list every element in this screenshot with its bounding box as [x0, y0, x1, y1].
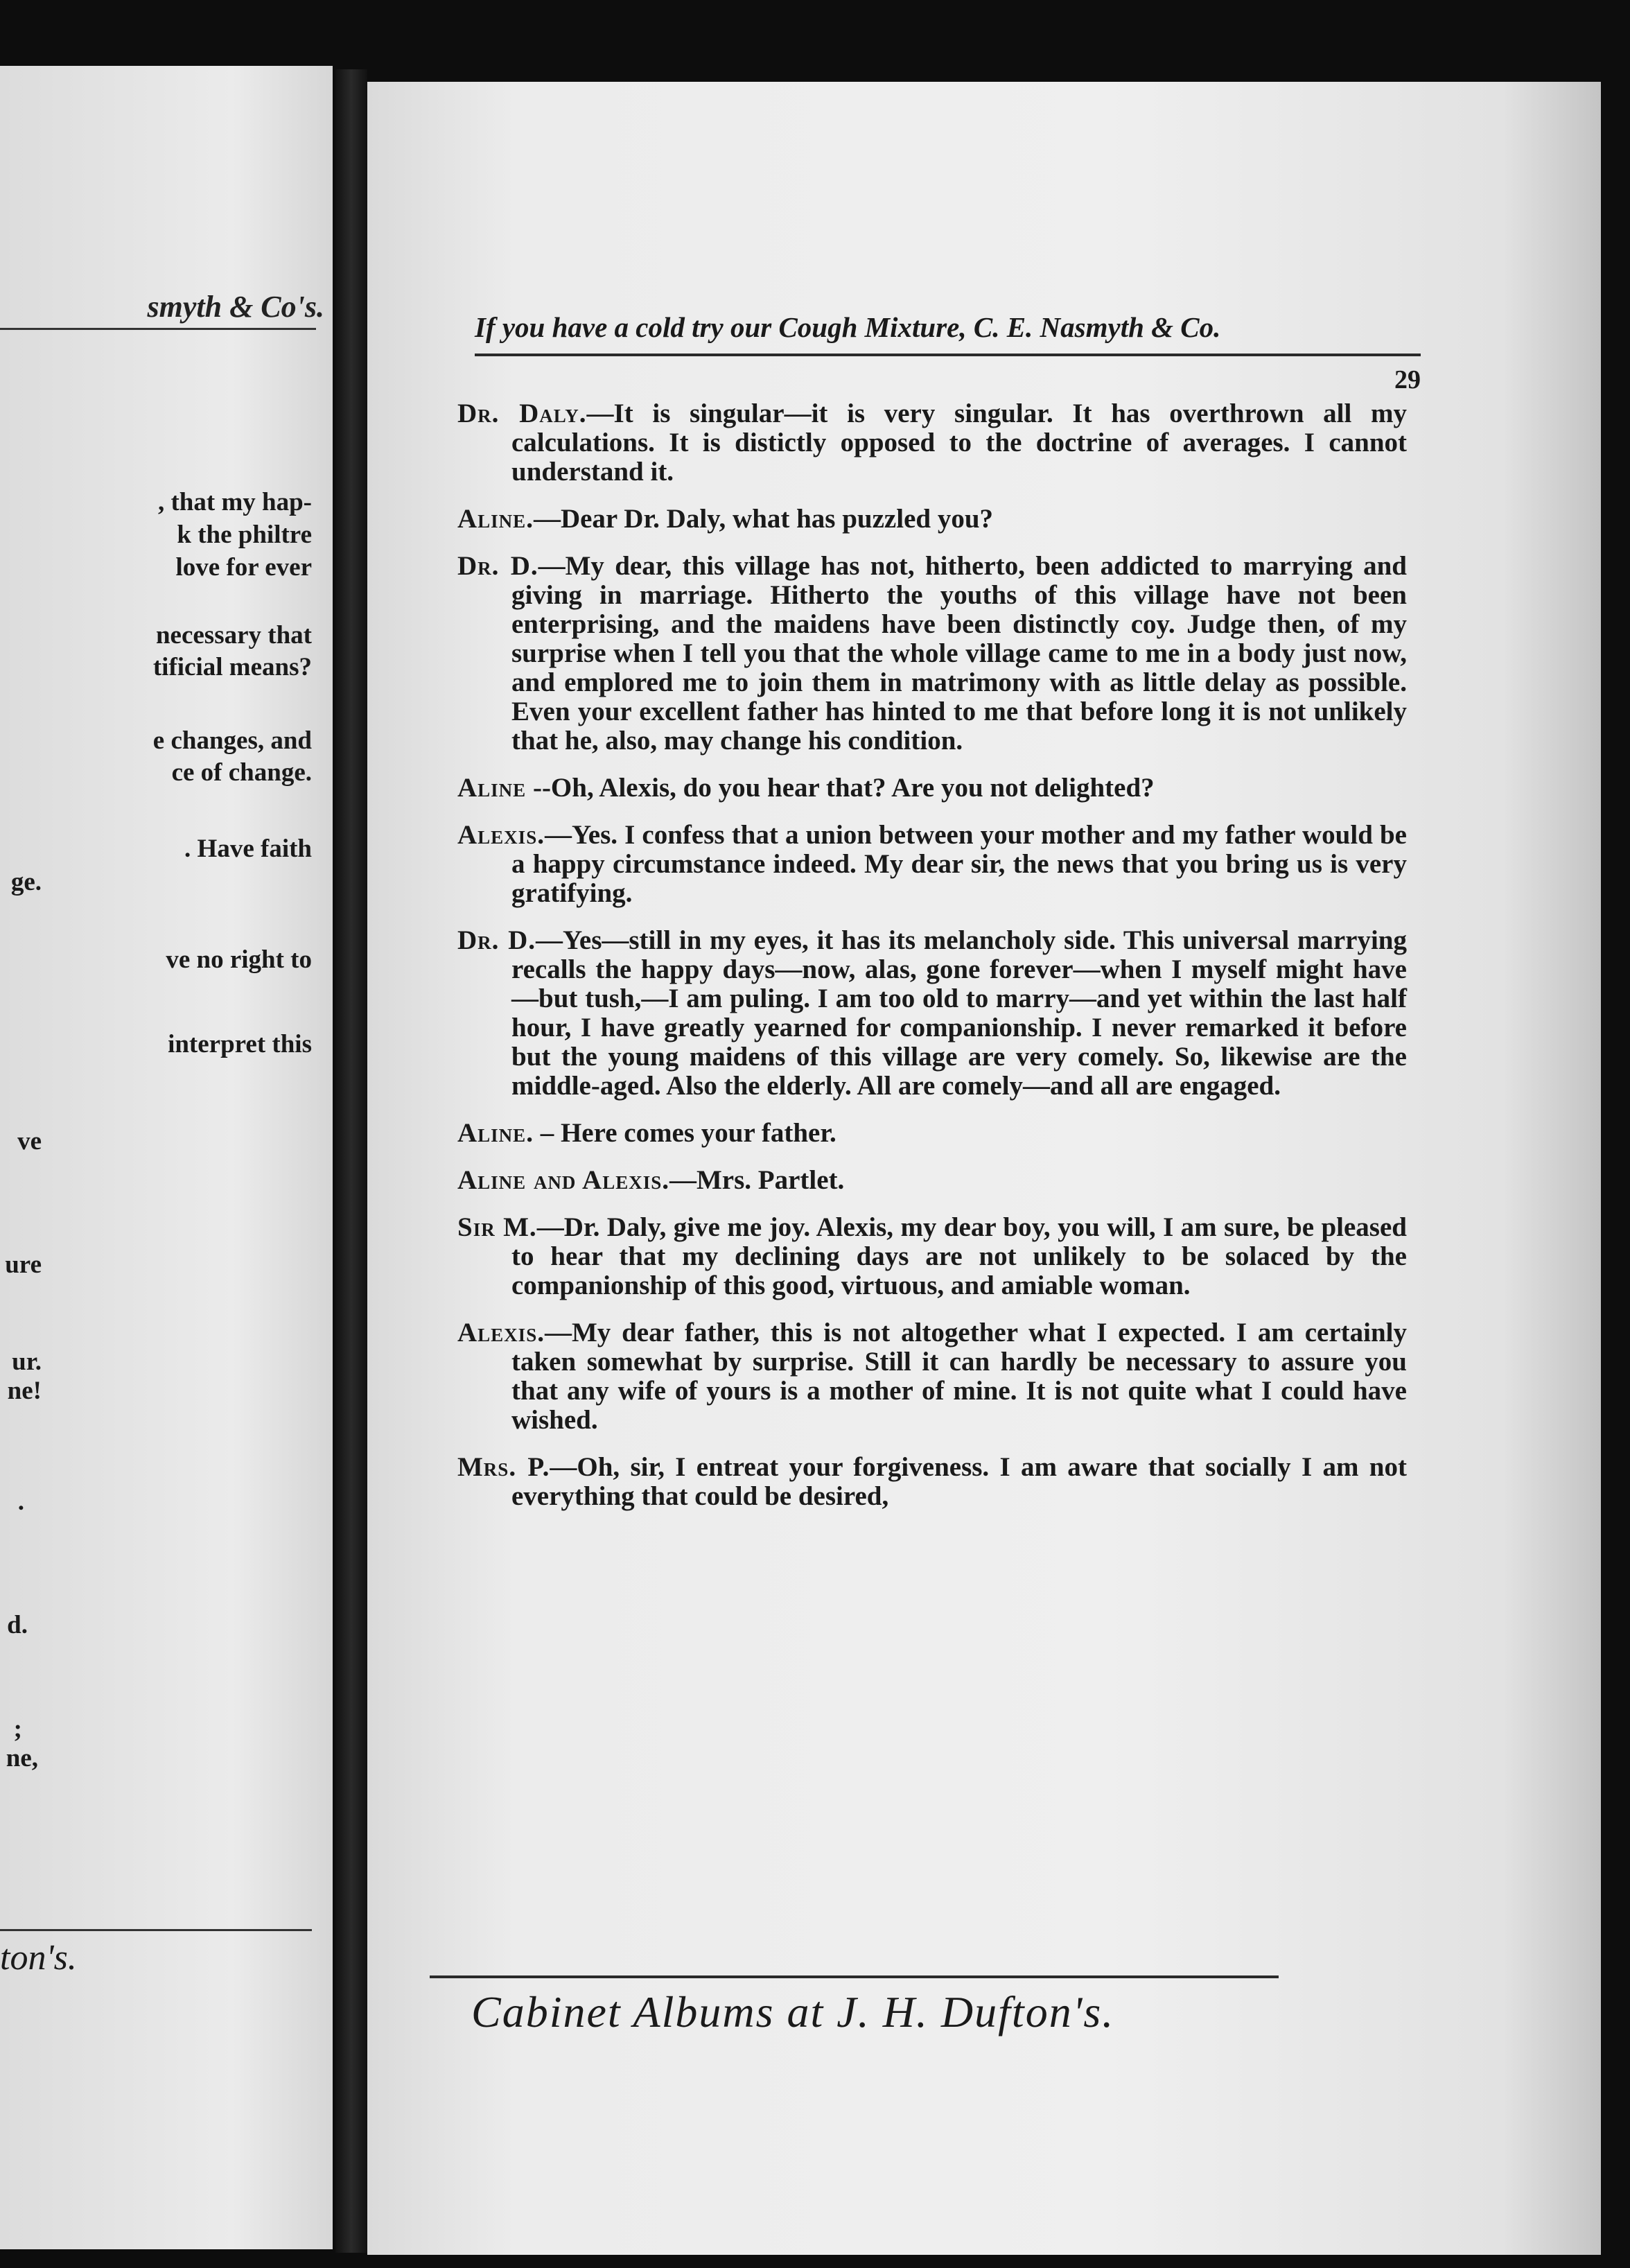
- left-head-rule: [0, 328, 316, 330]
- left-line: ve no right to: [166, 945, 312, 974]
- speaker-name: Aline.: [457, 1118, 534, 1148]
- dialogue-paragraph: [457, 552, 1407, 756]
- left-line: , that my hap-: [157, 488, 312, 516]
- dialogue-text: —Yes. I confess that a union between your mother and my father would be a happy circumstance indeed. My dear sir, the news that you bring us is very gratifying.: [511, 820, 1407, 908]
- page-number: 29: [1394, 365, 1421, 394]
- left-line: ce of change.: [171, 758, 312, 787]
- left-line: ne,: [6, 1744, 38, 1772]
- book-page: [367, 82, 1601, 2255]
- speaker-name: Aline.: [457, 504, 534, 534]
- dialogue-text: – Here comes your father.: [533, 1118, 836, 1148]
- left-line: .: [17, 1488, 24, 1516]
- left-line: . Have faith: [184, 835, 312, 863]
- dialogue-paragraph: [457, 1453, 1407, 1511]
- dialogue-paragraph: [457, 1318, 1407, 1435]
- header-rule: [475, 354, 1421, 356]
- left-running-head: smyth & Co's.: [147, 290, 324, 324]
- speaker-name: Sir M.: [457, 1212, 537, 1242]
- speaker-name: Dr. D.: [457, 925, 536, 955]
- left-line: k the philtre: [177, 521, 312, 549]
- speaker-name: Dr. Daly.: [457, 399, 587, 428]
- dialogue-text: —Oh, sir, I entreat your forgiveness. I am aware that socially I am not everything that could be desired,: [511, 1452, 1407, 1511]
- left-line: ur.: [12, 1347, 42, 1376]
- left-line: ge.: [10, 868, 42, 896]
- left-line: tificial means?: [152, 653, 312, 681]
- dialogue-text: —My dear father, this is not altogether what I expected. I am certainly taken somewhat by surprise. Still it can hardly be necessary to assure you that any wife of yours is a mother of mine. It is not quite what I could have wished.: [511, 1318, 1407, 1435]
- left-page-fragment: [0, 66, 333, 2249]
- speaker-name: Dr. D.: [457, 551, 538, 581]
- dialogue-paragraph: [457, 821, 1407, 908]
- book-spine-gutter: [335, 69, 367, 2253]
- dialogue-text: —Mrs. Partlet.: [669, 1165, 845, 1195]
- left-line: ne!: [7, 1377, 42, 1405]
- dialogue-text: —Yes—still in my eyes, it has its melancholy side. This universal marrying recalls the happy days—now, alas, gone forever—when I myself might have—but tush,—I am puling. I am too old to marry—and yet within the last half hour, I have greatly yearned for companionship. I never remarked it before but the young maidens of this village are very comely. So, likewise are the middle-aged. Also the elderly. All are comely—and all are engaged.: [511, 925, 1408, 1101]
- speaker-name: Aline: [457, 773, 527, 803]
- left-line: interpret this: [168, 1030, 312, 1058]
- footer-rule: [430, 1975, 1279, 1978]
- dialogue-paragraph: [457, 774, 1407, 803]
- dialogue-paragraph: [457, 399, 1407, 487]
- dialogue-paragraph: [457, 505, 1407, 534]
- speaker-name: Alexis.: [457, 820, 545, 850]
- left-line: ve: [17, 1127, 42, 1155]
- dialogue-paragraph: [457, 1213, 1407, 1300]
- dialogue-text: —My dear, this village has not, hitherto, been addicted to marrying and giving in marriage. Hitherto the youths of this village have not been enterprising, and the maidens have been distinctly coy. Judge then, of my surprise when I tell you that the whole village came to me in a body just now, and emplored me to join them in matrimony with as little delay as possible. Even your excellent father has hinted to me that before long it is not unlikely that he, also, may change his condition.: [511, 551, 1407, 756]
- dialogue-text: —It is singular—it is very singular. It has overthrown all my calculations. It is distictly opposed to the doctrine of averages. I cannot understand it.: [511, 399, 1408, 487]
- dialogue-paragraph: [457, 1166, 1407, 1195]
- left-footer-ad: ton's.: [0, 1938, 77, 1978]
- left-line: ure: [5, 1250, 42, 1279]
- left-footer-rule: [0, 1929, 312, 1931]
- running-head-advertisement: If you have a cold try our Cough Mixture, C. E. Nasmyth & Co.: [475, 311, 1221, 343]
- dialogue-paragraph: [457, 926, 1407, 1101]
- left-line: e changes, and: [152, 726, 312, 755]
- dialogue-text: —Dr. Daly, give me joy. Alexis, my dear boy, you will, I am sure, be pleased to hear that my declining days are not unlikely to be solaced by the companionship of this good, virtuous, and amiable woman.: [511, 1212, 1407, 1300]
- speaker-name: Mrs. P.: [457, 1452, 550, 1482]
- speaker-name: Aline and Alexis.: [457, 1165, 669, 1195]
- dialogue-text: --Oh, Alexis, do you hear that? Are you not delighted?: [526, 773, 1155, 803]
- left-line: love for ever: [175, 553, 312, 582]
- speaker-name: Alexis.: [457, 1318, 545, 1347]
- dialogue-paragraph: [457, 1119, 1407, 1148]
- left-line: d.: [7, 1611, 28, 1639]
- left-line: ;: [13, 1715, 22, 1743]
- dialogue-text: —Dear Dr. Daly, what has puzzled you?: [533, 504, 994, 534]
- left-line: necessary that: [155, 621, 312, 649]
- script-body: [457, 399, 1407, 1529]
- footer-advertisement: Cabinet Albums at J. H. Dufton's.: [471, 1987, 1115, 2036]
